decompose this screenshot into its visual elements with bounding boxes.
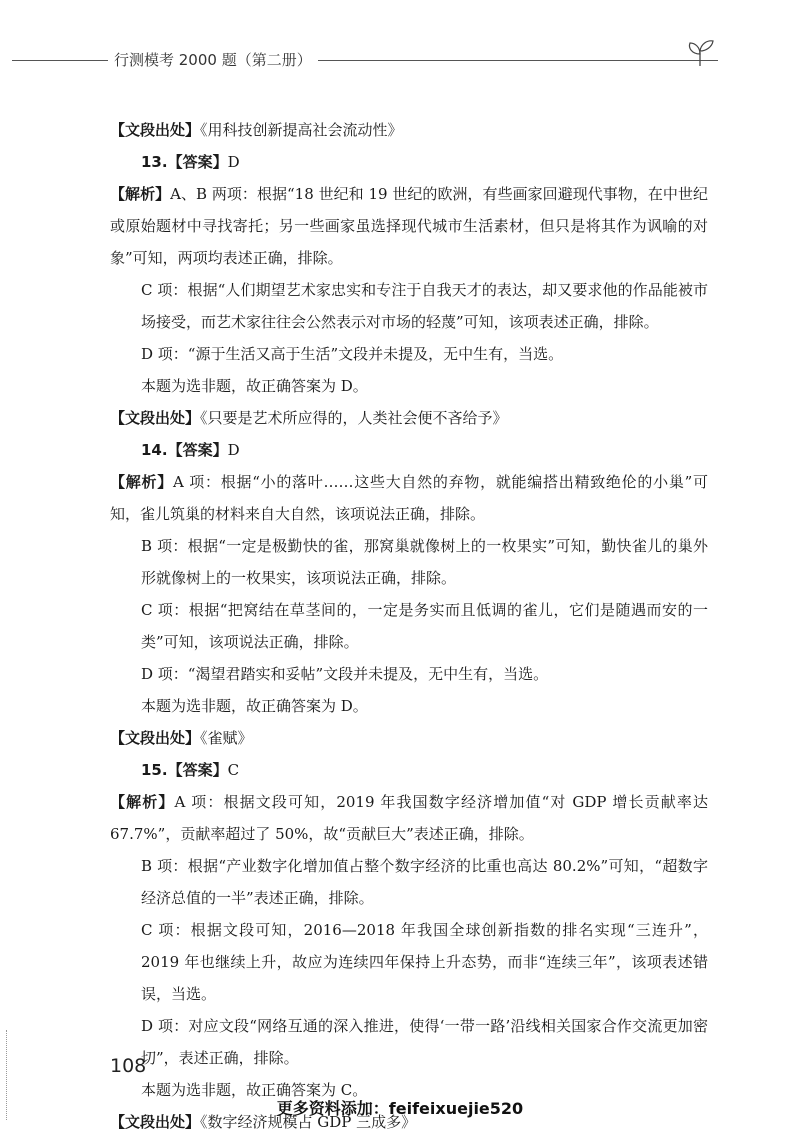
header-title: 行测模考 2000 题（第二册） — [108, 49, 318, 70]
q14-option-b: B 项：根据“一定是极勤快的雀，那窝巢就像树上的一枚果实”可知，勤快雀儿的巢外形就像树上的一枚果实，该项说法正确，排除。 — [141, 537, 708, 587]
q12-source: 【文段出处】《用科技创新提高社会流动性》 — [110, 121, 403, 139]
q13-conclusion: 本题为选非题，故正确答案为 D。 — [141, 377, 368, 395]
q15-option-c: C 项：根据文段可知，2016—2018 年我国全球创新指数的排名实现“三连升”，2019 年也继续上升，故应为连续四年保持上升态势，而非“连续三年”，该项表述错误，当选。 — [141, 921, 708, 1003]
q13-option-c: C 项：根据“人们期望艺术家忠实和专注于自我天才的表达，却又要求他的作品能被市场接受，而艺术家往往会公然表示对市场的轻蔑”可知，该项表述正确，排除。 — [141, 281, 708, 331]
sprout-icon — [682, 38, 722, 68]
footer-contact: 更多资料添加：feifeixuejie520 — [276, 1099, 524, 1118]
page-header — [0, 38, 800, 78]
page-number: 108 — [110, 1055, 147, 1077]
answer-content — [110, 118, 708, 1142]
q13-answer: 13.【答案】D — [141, 153, 240, 171]
q14-analysis-a: 【解析】A 项：根据“小的落叶……这些大自然的弃物，就能编搭出精致绝伦的小巢”可知，雀儿筑巢的材料来自大自然，该项说法正确，排除。 — [110, 473, 708, 523]
q15-answer: 15.【答案】C — [141, 761, 240, 779]
q13-source: 【文段出处】《只要是艺术所应得的，人类社会便不吝给予》 — [110, 409, 508, 427]
q14-source: 【文段出处】《雀赋》 — [110, 729, 253, 747]
q15-conclusion: 本题为选非题，故正确答案为 C。 — [141, 1081, 368, 1099]
q14-option-d: D 项：“渴望君踏实和妥帖”文段并未提及，无中生有，当选。 — [141, 665, 549, 683]
q15-option-b: B 项：根据“产业数字化增加值占整个数字经济的比重也高达 80.2%”可知，“超数字经济总值的一半”表述正确，排除。 — [141, 857, 708, 907]
q15-analysis-a: 【解析】A 项：根据文段可知，2019 年我国数字经济增加值“对 GDP 增长贡献率达 67.7%”，贡献率超过了 50%，故“贡献巨大”表述正确，排除。 — [110, 793, 708, 843]
q13-analysis-ab: 【解析】A、B 两项：根据“18 世纪和 19 世纪的欧洲，有些画家回避现代事物，在中世纪或原始题材中寻找寄托；另一些画家虽选择现代城市生活素材，但只是将其作为讽喻的对象”可知，两项均表述正确，排除。 — [110, 185, 708, 267]
q14-answer: 14.【答案】D — [141, 441, 240, 459]
q14-option-c: C 项：根据“把窝结在草茎间的，一定是务实而且低调的雀儿，它们是随遇而安的一类”可知，该项说法正确，排除。 — [141, 601, 708, 651]
q15-option-d: D 项：对应文段“网络互通的深入推进，使得‘一带一路’沿线相关国家合作交流更加密切”，表述正确，排除。 — [141, 1017, 708, 1067]
q14-conclusion: 本题为选非题，故正确答案为 D。 — [141, 697, 368, 715]
q15-source: 【文段出处】《数字经济规模占 GDP 三成多》 — [110, 1113, 417, 1131]
q13-option-d: D 项：“源于生活又高于生活”文段并未提及，无中生有，当选。 — [141, 345, 564, 363]
